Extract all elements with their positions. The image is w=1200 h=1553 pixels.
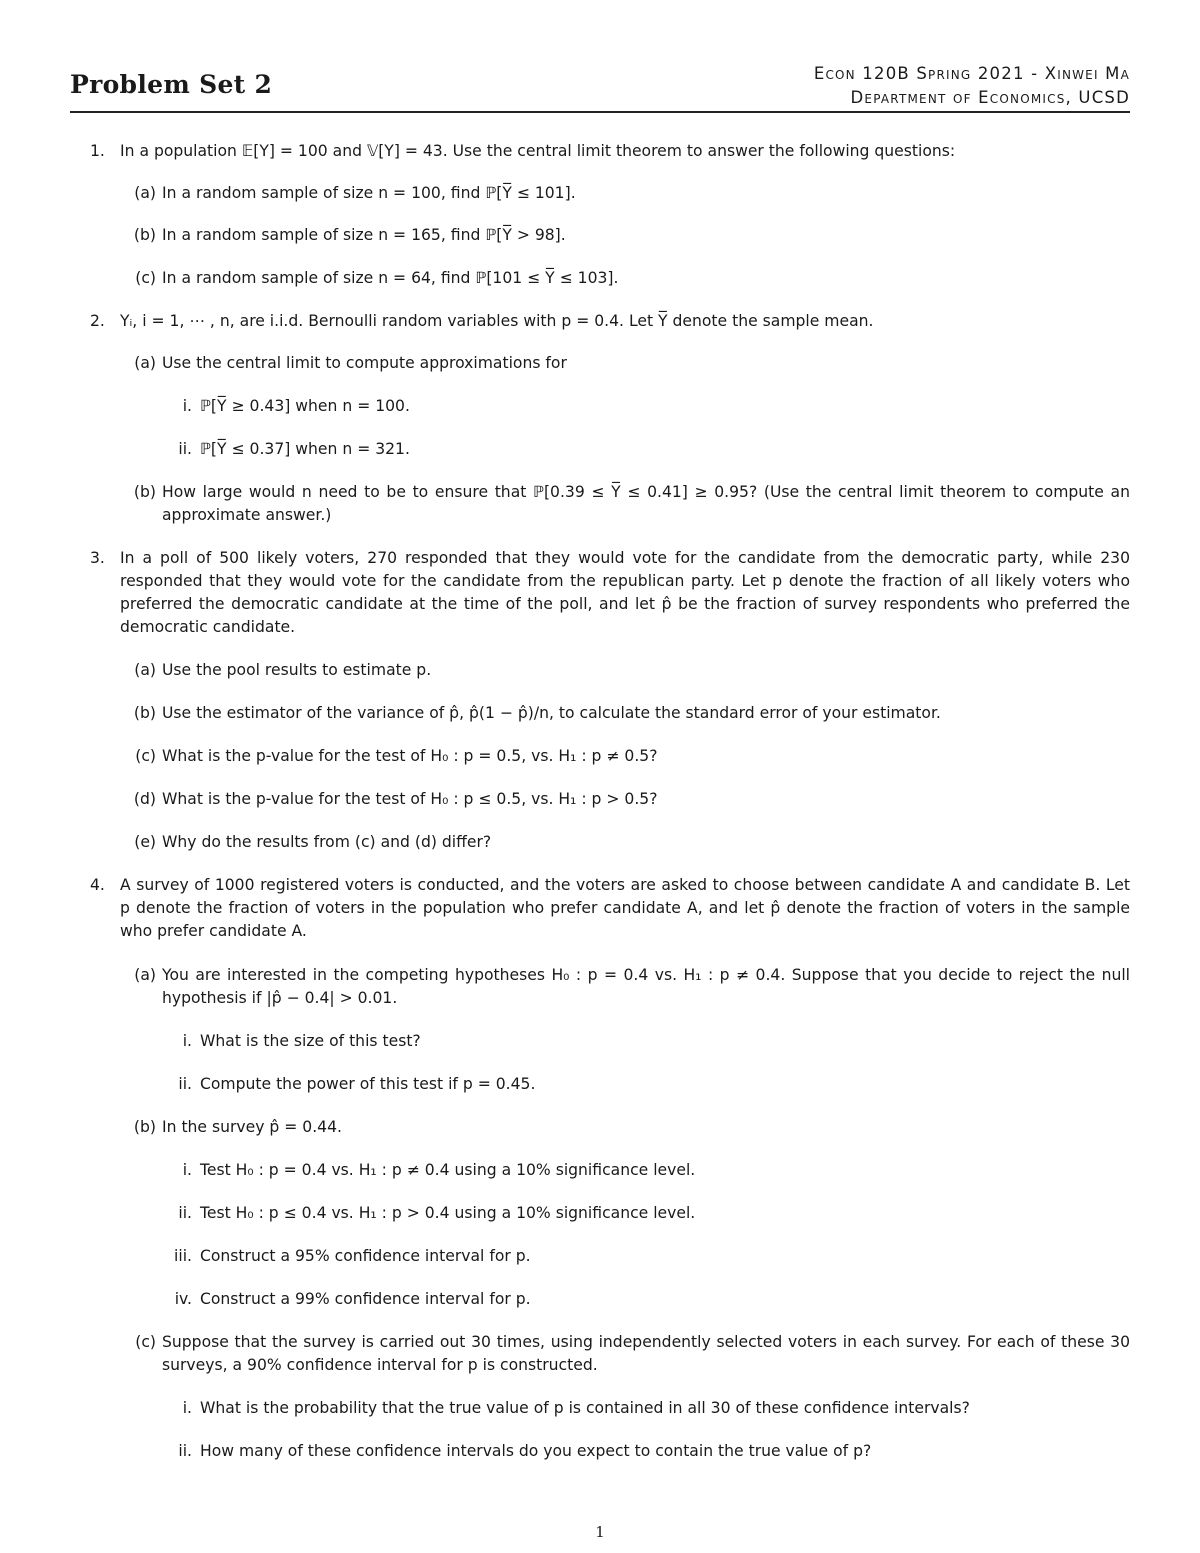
subpart-label: i. xyxy=(182,1399,192,1417)
subpart-4b-ii xyxy=(90,1202,1130,1245)
problem-number: 3. xyxy=(90,549,105,567)
subpart-label: i. xyxy=(182,397,192,415)
problem-text: In a poll of 500 likely voters, 270 responded that they would vote for the candidate from the democratic party, while 230 responded that they would vote for the candidate from the republican party. Let p denote the fraction of all likely voters who preferred the democratic candidate at the time of the poll, and let p̂ be the fraction of survey respondents who preferred the democratic candidate. xyxy=(120,549,1130,636)
problem-number: 2. xyxy=(90,312,105,330)
department-line: Department of Economics, UCSD xyxy=(850,88,1130,107)
page-header xyxy=(70,60,1130,112)
part-label: (a) xyxy=(134,966,156,984)
course-info xyxy=(814,62,1130,110)
part-1b xyxy=(90,224,1130,267)
subpart-4c-ii xyxy=(90,1440,1130,1483)
part-text: How large would n need to be to ensure that ℙ[0.39 ≤ Y̅ ≤ 0.41] ≥ 0.95? (Use the central limit theorem to compute an approximate answer.) xyxy=(162,483,1130,524)
subpart-4b-iii xyxy=(90,1245,1130,1288)
problem-2 xyxy=(90,310,1130,352)
part-4b xyxy=(90,1116,1130,1159)
part-text: You are interested in the competing hypotheses H₀ : p = 0.4 vs. H₁ : p ≠ 0.4. Suppose that you decide to reject the null hypothesis if |p̂ − 0.4| > 0.01. xyxy=(162,966,1130,1007)
page-number: 1 xyxy=(595,1523,605,1541)
page-title: Problem Set 2 xyxy=(70,70,273,99)
part-text: In a random sample of size n = 64, find ℙ[101 ≤ Y̅ ≤ 103]. xyxy=(162,269,619,287)
part-4c xyxy=(90,1331,1130,1397)
subpart-2a-ii xyxy=(90,438,1130,481)
problem-list xyxy=(90,140,1130,1483)
problem-text: A survey of 1000 registered voters is conducted, and the voters are asked to choose between candidate A and candidate B. Let p denote the fraction of voters in the population who prefer candidate A, and let p̂ denote the fraction of voters in the sample who prefer candidate A. xyxy=(120,876,1130,940)
part-label: (b) xyxy=(133,226,156,244)
subpart-label: iii. xyxy=(174,1247,192,1265)
part-text: Why do the results from (c) and (d) differ? xyxy=(162,833,492,851)
part-text: What is the p-value for the test of H₀ : p = 0.5, vs. H₁ : p ≠ 0.5? xyxy=(162,747,658,765)
part-3a xyxy=(90,659,1130,702)
part-label: (b) xyxy=(133,704,156,722)
part-1c xyxy=(90,267,1130,310)
subpart-4a-i xyxy=(90,1030,1130,1073)
problem-3 xyxy=(90,547,1130,659)
subpart-label: i. xyxy=(182,1161,192,1179)
subpart-text: What is the size of this test? xyxy=(200,1032,421,1050)
subpart-text: Construct a 99% confidence interval for p. xyxy=(200,1290,531,1308)
problem-number: 4. xyxy=(90,876,105,894)
part-text: Suppose that the survey is carried out 30 times, using independently selected voters in each survey. For each of these 30 surveys, a 90% confidence interval for p is constructed. xyxy=(162,1333,1130,1374)
part-3c xyxy=(90,745,1130,788)
subpart-2a-i xyxy=(90,395,1130,438)
part-text: What is the p-value for the test of H₀ : p ≤ 0.5, vs. H₁ : p > 0.5? xyxy=(162,790,658,808)
subpart-text: Compute the power of this test if p = 0.45. xyxy=(200,1075,536,1093)
subpart-label: ii. xyxy=(178,1442,192,1460)
part-text: In a random sample of size n = 100, find ℙ[Y̅ ≤ 101]. xyxy=(162,184,576,202)
part-text: In the survey p̂ = 0.44. xyxy=(162,1118,342,1136)
subpart-label: ii. xyxy=(178,440,192,458)
part-text: Use the estimator of the variance of p̂, p̂(1 − p̂)/n, to calculate the standard error of your estimator. xyxy=(162,704,941,722)
part-label: (c) xyxy=(135,747,156,765)
subpart-text: How many of these confidence intervals do you expect to contain the true value of p? xyxy=(200,1442,872,1460)
part-3d xyxy=(90,788,1130,831)
subpart-label: i. xyxy=(182,1032,192,1050)
subpart-label: iv. xyxy=(174,1290,192,1308)
part-label: (a) xyxy=(134,354,156,372)
course-line: Econ 120B Spring 2021 - Xinwei Ma xyxy=(813,64,1130,83)
part-1a xyxy=(90,182,1130,224)
subpart-text: Test H₀ : p ≤ 0.4 vs. H₁ : p > 0.4 using a 10% significance level. xyxy=(200,1204,696,1222)
subpart-label: ii. xyxy=(178,1204,192,1222)
problem-1 xyxy=(90,140,1130,182)
problem-text: Yᵢ, i = 1, ⋯ , n, are i.i.d. Bernoulli random variables with p = 0.4. Let Y̅ denote the sample mean. xyxy=(120,312,874,330)
subpart-text: What is the probability that the true value of p is contained in all 30 of these confidence intervals? xyxy=(200,1399,970,1417)
part-label: (a) xyxy=(134,184,156,202)
part-text: Use the pool results to estimate p. xyxy=(162,661,432,679)
part-label: (c) xyxy=(135,269,156,287)
part-label: (c) xyxy=(135,1333,156,1351)
part-label: (a) xyxy=(134,661,156,679)
subpart-text: Test H₀ : p = 0.4 vs. H₁ : p ≠ 0.4 using a 10% significance level. xyxy=(200,1161,696,1179)
problem-number: 1. xyxy=(90,142,105,160)
part-label: (b) xyxy=(133,483,156,501)
part-label: (e) xyxy=(134,833,156,851)
subpart-4b-iv xyxy=(90,1288,1130,1331)
part-2a xyxy=(90,352,1130,395)
subpart-label: ii. xyxy=(178,1075,192,1093)
subpart-4a-ii xyxy=(90,1073,1130,1116)
part-3b xyxy=(90,702,1130,745)
part-2b xyxy=(90,481,1130,547)
problem-4 xyxy=(90,874,1130,964)
header-rule xyxy=(70,111,1130,113)
part-3e xyxy=(90,831,1130,874)
subpart-text: Construct a 95% confidence interval for p. xyxy=(200,1247,531,1265)
part-4a xyxy=(90,964,1130,1030)
subpart-4c-i xyxy=(90,1397,1130,1440)
part-label: (d) xyxy=(133,790,156,808)
subpart-4b-i xyxy=(90,1159,1130,1202)
part-text: Use the central limit to compute approximations for xyxy=(162,354,567,372)
part-label: (b) xyxy=(133,1118,156,1136)
subpart-text: ℙ[Y̅ ≤ 0.37] when n = 321. xyxy=(200,440,410,458)
subpart-text: ℙ[Y̅ ≥ 0.43] when n = 100. xyxy=(200,397,410,415)
part-text: In a random sample of size n = 165, find ℙ[Y̅ > 98]. xyxy=(162,226,566,244)
problem-text: In a population 𝔼[Y] = 100 and 𝕍[Y] = 43. Use the central limit theorem to answer the following questions: xyxy=(120,142,956,160)
